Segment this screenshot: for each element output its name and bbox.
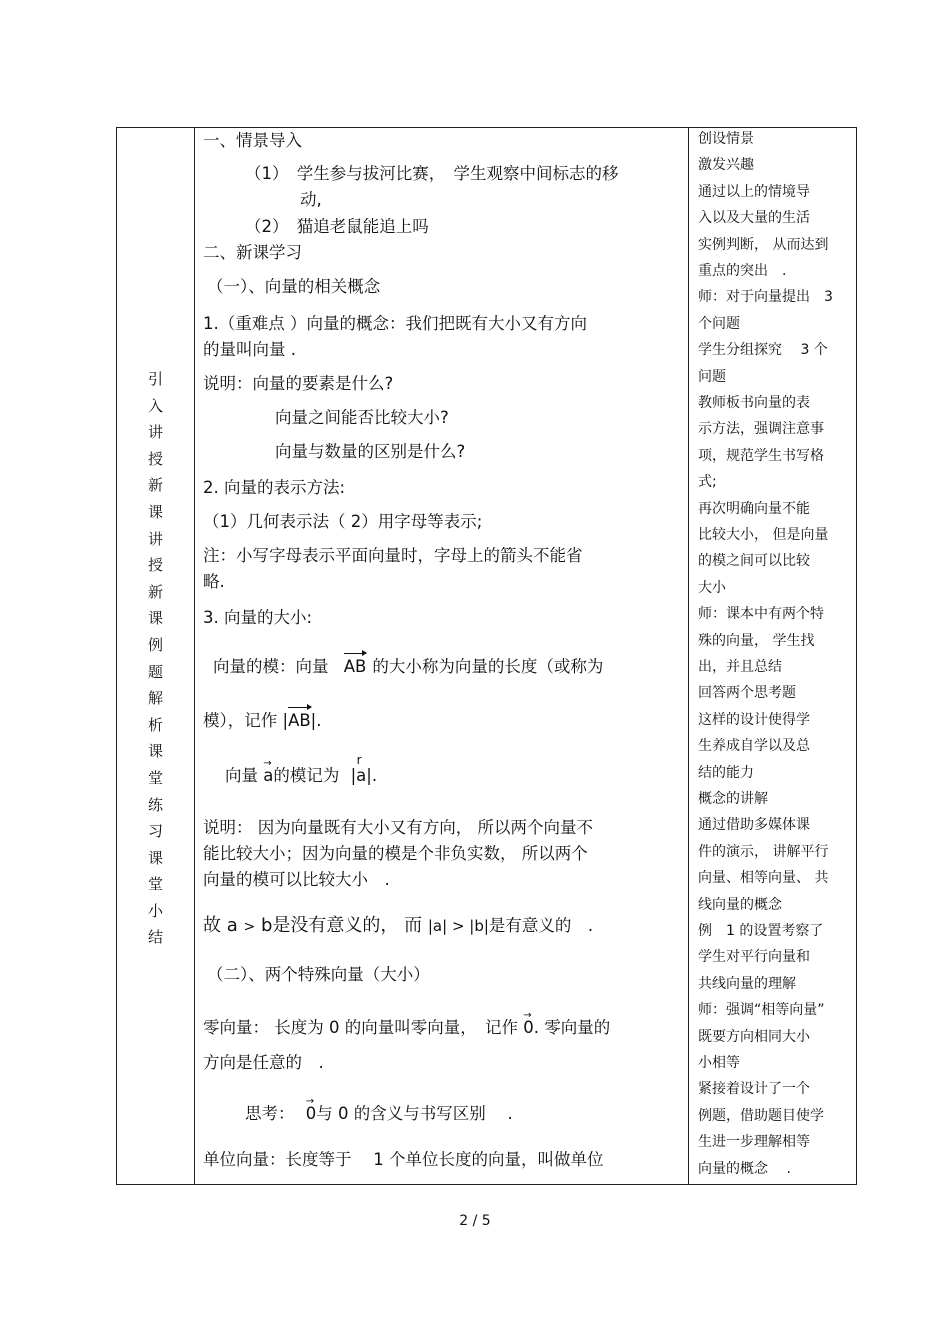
paragraph-line: 能比较大小；因为向量的模是个非负实数， 所以两个 bbox=[203, 844, 588, 863]
stage-char: 讲 bbox=[147, 423, 163, 442]
note-line: 说明：向量的要素是什么? bbox=[203, 374, 394, 393]
teaching-note-line: 这样的设计使得学 bbox=[698, 711, 810, 728]
teaching-note-line: 师：对于向量提出 3 bbox=[698, 289, 833, 306]
text-fragment: 向量的模：向量 bbox=[213, 657, 329, 676]
teaching-note-line: 生进一步理解相等 bbox=[698, 1134, 810, 1151]
teaching-note-line: 概念的讲解 bbox=[698, 791, 768, 807]
stage-char: 析 bbox=[147, 715, 163, 734]
paragraph-line: 略. bbox=[203, 572, 225, 591]
teaching-note-line: 出，并且总结 bbox=[698, 659, 782, 675]
stage-char: 例 bbox=[147, 635, 163, 654]
paragraph-line: 2. 向量的表示方法: bbox=[203, 478, 346, 497]
abs-vector-a bbox=[350, 753, 372, 786]
teaching-note-line: 激发兴趣 bbox=[698, 157, 754, 174]
teaching-note-line: 再次明确向量不能 bbox=[698, 500, 810, 517]
stage-char: 课 bbox=[147, 742, 163, 761]
text-fragment: . bbox=[371, 766, 378, 785]
teaching-note-line: 学生分组探究 3 个 bbox=[698, 342, 828, 359]
section-title: 一、情景导入 bbox=[203, 131, 302, 150]
paragraph-line: （1）几何表示法（ 2）用字母等表示; bbox=[203, 512, 483, 531]
teaching-note-line: 例题，借助题目使学 bbox=[698, 1107, 824, 1124]
vector-a: a → bbox=[263, 766, 273, 786]
paragraph-line: 3. 向量的大小: bbox=[203, 608, 313, 627]
text-fragment: 是没有意义的， 而 bbox=[272, 915, 423, 936]
teaching-note-line: 学生对平行向量和 bbox=[698, 949, 810, 966]
text-fragment: 思考： bbox=[245, 1104, 295, 1123]
text-fragment: 模），记作 | bbox=[203, 711, 289, 730]
teaching-note-line: 小相等 bbox=[698, 1055, 740, 1071]
stage-char: 小 bbox=[147, 901, 163, 920]
think-line bbox=[245, 1104, 513, 1124]
text-fragment: 向量 bbox=[225, 766, 258, 785]
teaching-note-line: 回答两个思考题 bbox=[698, 685, 796, 702]
stage-char: 堂 bbox=[147, 768, 163, 787]
teaching-note-line: 个问题 bbox=[698, 315, 740, 332]
lesson-table bbox=[116, 127, 857, 1185]
stage-char: 讲 bbox=[147, 529, 163, 548]
note-line: 向量之间能否比较大小? bbox=[275, 408, 449, 427]
list-item: （2） 猫追老鼠能追上吗 bbox=[245, 217, 429, 236]
teaching-note-line: 结的能力 bbox=[698, 764, 754, 781]
stage-char: 结 bbox=[147, 928, 163, 947]
stage-char: 课 bbox=[147, 609, 163, 628]
teaching-note-line: 线向量的概念 bbox=[698, 896, 782, 913]
stage-char: 课 bbox=[147, 502, 163, 521]
paragraph-line: 说明： 因为向量既有大小又有方向， 所以两个向量不 bbox=[203, 818, 593, 837]
stage-char: 练 bbox=[147, 795, 163, 814]
paragraph-line: 注：小写字母表示平面向量时，字母上的箭头不能省 bbox=[203, 546, 583, 565]
text-fragment: . 零向量的 bbox=[533, 1018, 611, 1037]
abs-comparison: |a| > |b| bbox=[427, 917, 489, 935]
stage-column bbox=[117, 128, 194, 1184]
vector-ab: AB bbox=[343, 657, 367, 676]
text-fragment: 与 0 的含义与书写区别 . bbox=[316, 1104, 513, 1123]
list-item-continued: 动, bbox=[300, 190, 322, 209]
text-fragment: 故 a bbox=[203, 915, 238, 936]
paragraph-line bbox=[203, 1018, 610, 1038]
modulus-line bbox=[203, 711, 321, 731]
subsection-title: （二）、两个特殊向量（大小） bbox=[207, 965, 430, 984]
teaching-note-line: 向量的概念 . bbox=[698, 1160, 791, 1177]
vector-ab: AB bbox=[288, 711, 311, 730]
page-number: 2 / 5 bbox=[459, 1213, 491, 1229]
stage-label bbox=[117, 366, 194, 951]
teaching-note-line: 师：课本中有两个特 bbox=[698, 606, 824, 623]
teaching-note-line: 大小 bbox=[698, 579, 726, 596]
section-title: 二、新课学习 bbox=[203, 243, 302, 262]
stage-char: 新 bbox=[147, 476, 163, 495]
teaching-note-line: 生养成自学以及总 bbox=[698, 738, 810, 755]
stage-char: 授 bbox=[147, 556, 163, 575]
subsection-title: （一）、向量的相关概念 bbox=[207, 277, 381, 296]
teaching-note-line: 重点的突出 . bbox=[698, 263, 787, 279]
teaching-note-line: 既要方向相同大小 bbox=[698, 1028, 810, 1045]
teaching-note-line: 通过以上的情境导 bbox=[698, 183, 810, 200]
paragraph-line: 方向是任意的 . bbox=[203, 1053, 324, 1072]
zero-vector: 0 → bbox=[306, 1104, 317, 1124]
text-fragment: b bbox=[260, 915, 273, 936]
teaching-note-line: 殊的向量， 学生找 bbox=[698, 632, 815, 649]
teaching-note-line: 的模之间可以比较 bbox=[698, 553, 810, 570]
teaching-note-line: 示方法，强调注意事 bbox=[698, 421, 824, 438]
teaching-note-line: 实例判断， 从而达到 bbox=[698, 236, 829, 253]
text-fragment: 零向量： 长度为 0 的向量叫零向量， 记作 bbox=[203, 1018, 518, 1037]
note-line: 向量与数量的区别是什么? bbox=[275, 442, 466, 461]
paragraph-line: 单位向量：长度等于 1 个单位长度的向量，叫做单位 bbox=[203, 1150, 604, 1169]
paragraph-line: 的量叫向量 . bbox=[203, 340, 296, 359]
paragraph-line: 1.（重难点 ）向量的概念：我们把既有大小又有方向 bbox=[203, 314, 587, 333]
teaching-note-line: 创设情景 bbox=[698, 131, 754, 147]
text-fragment: 的模记为 bbox=[273, 766, 340, 785]
modulus-line bbox=[225, 753, 378, 786]
list-item: （1） 学生参与拔河比赛， 学生观察中间标志的移 bbox=[245, 164, 619, 183]
teaching-note-line: 项，规范学生书写格 bbox=[698, 447, 824, 464]
modulus-line bbox=[213, 657, 603, 677]
teaching-note-line: 问题 bbox=[698, 368, 726, 385]
teaching-note-line: 入以及大量的生活 bbox=[698, 210, 810, 227]
gt-sign: > bbox=[243, 919, 256, 935]
paragraph-line: 向量的模可以比较大小 . bbox=[203, 870, 390, 889]
teaching-note-line: 向量、相等向量、 共 bbox=[698, 870, 829, 887]
abs-text: |a| bbox=[350, 766, 372, 785]
zero-vector: 0 → bbox=[523, 1018, 534, 1038]
text-fragment: |. bbox=[310, 711, 322, 730]
teaching-note-line: 通过借助多媒体课 bbox=[698, 817, 810, 834]
teaching-note-line: 式; bbox=[698, 474, 717, 491]
text-fragment: 是有意义的 . bbox=[488, 916, 594, 935]
teaching-note-line: 师：强调“相等向量” bbox=[698, 1002, 825, 1019]
teaching-note-line: 共线向量的理解 bbox=[698, 975, 796, 992]
teaching-note-line: 教师板书向量的表 bbox=[698, 395, 810, 411]
stage-char: 授 bbox=[147, 449, 163, 468]
teaching-note-line: 比较大小， 但是向量 bbox=[698, 527, 829, 543]
comparison-line bbox=[203, 916, 593, 937]
stage-char: 题 bbox=[147, 662, 163, 681]
content-column bbox=[195, 128, 687, 1184]
stage-char: 入 bbox=[147, 396, 163, 415]
stage-char: 新 bbox=[147, 582, 163, 601]
stage-char: 堂 bbox=[147, 875, 163, 894]
teaching-note-line: 紧接着设计了一个 bbox=[698, 1081, 810, 1098]
teaching-note-line: 件的演示， 讲解平行 bbox=[698, 843, 829, 860]
stage-char: 引 bbox=[147, 370, 163, 388]
vector-mark: r bbox=[356, 753, 362, 767]
notes-column bbox=[689, 128, 857, 1184]
stage-char: 课 bbox=[147, 848, 163, 867]
stage-char: 解 bbox=[147, 689, 163, 708]
text-fragment: 的大小称为向量的长度（或称为 bbox=[372, 657, 604, 676]
stage-char: 习 bbox=[147, 822, 163, 841]
teaching-note-line: 例 1 的设置考察了 bbox=[698, 923, 824, 939]
